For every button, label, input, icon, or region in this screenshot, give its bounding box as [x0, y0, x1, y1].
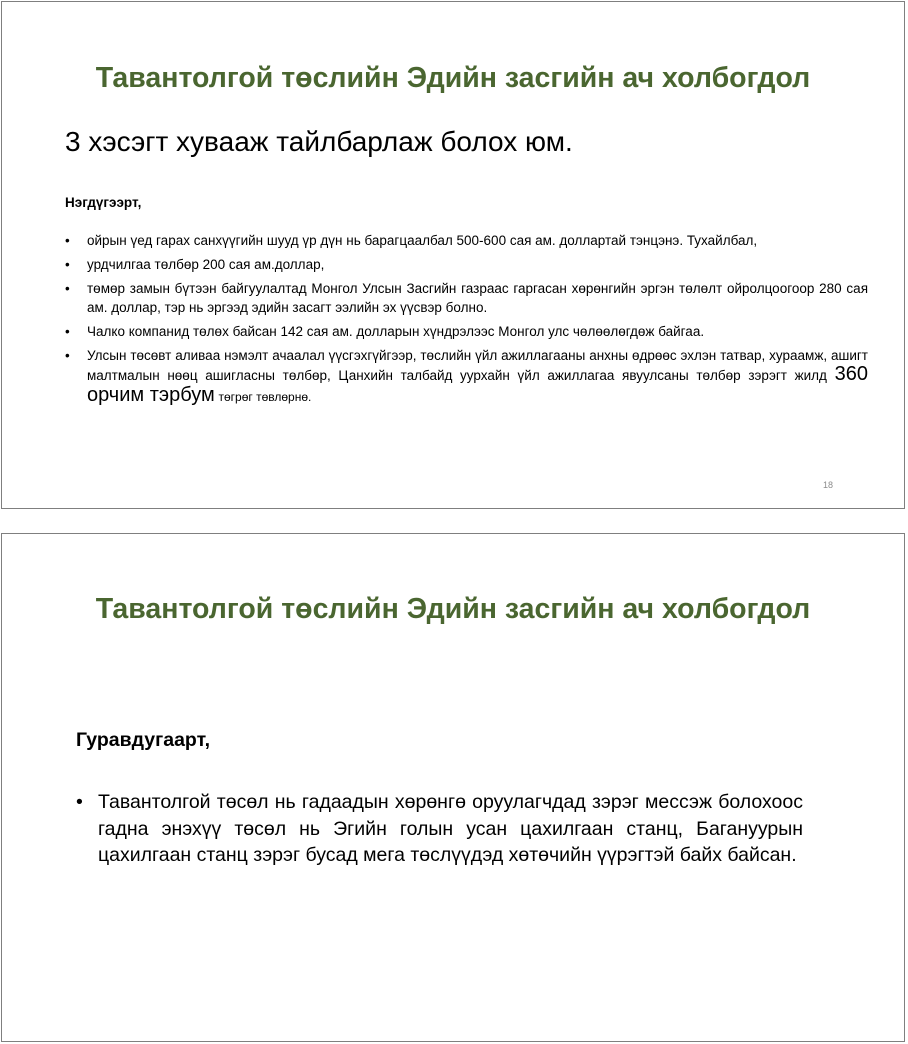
list-item: [65, 347, 868, 407]
bullet-text: урдчилгаа төлбөр 200 сая ам.доллар,: [87, 257, 325, 272]
section-heading: Гуравдугаарт,: [76, 729, 211, 751]
slide-18: [1, 1, 905, 509]
highlight-amount: 360 орчим тэрбум: [87, 363, 868, 406]
list-item: [76, 789, 803, 869]
list-item: [65, 280, 868, 317]
list-item: [65, 232, 868, 251]
bullet-text: Тавантолгой төсөл нь гадаадын хөрөнгө оруулагчдад зэрэг мессэж болохоос гадна энэхүү төсөл нь Эгийн голын усан цахилгаан станц, Багануурын цахилгаан станц зэрэг бусад мега төслүүдэд хөтөчийн үүрэгтэй байх байсан.: [98, 791, 803, 866]
bullet-icon: •: [65, 233, 70, 248]
list-item: [65, 256, 868, 275]
slide-title: Тавантолгой төслийн Эдийн засгийн ач холбогдол: [95, 593, 811, 625]
bullet-icon: •: [65, 281, 70, 296]
slide-subtitle: 3 хэсэгт хувааж тайлбарлаж болох юм.: [65, 126, 573, 157]
list-item: [65, 323, 868, 342]
bullet-icon: •: [76, 791, 83, 813]
bullet-icon: •: [65, 323, 70, 339]
slide-19: [1, 533, 905, 1042]
bullet-text: ойрын үед гарах санхүүгийн шууд үр дүн нь барагцаалбал 500-600 сая ам. доллартай тэнцэнэ. Тухайлбал,: [87, 233, 758, 248]
bullet-list: [65, 232, 868, 412]
page-number: 18: [822, 480, 833, 490]
bullet-text: Чалко компанид төлөх байсан 142 сая ам. долларын хүндрэлээс Монгол улс чөлөөлөгдөж байгаа.: [87, 323, 705, 339]
bullet-list: [76, 789, 803, 869]
bullet-text: Улсын төсөвт аливаа нэмэлт ачаалал үүсгэхгүйгээр, төслийн үйл ажиллагааны анхны өдрөөс эхлэн татвар, хураамж, ашигт малтмалын нөөц ашигласны төлбөр, Цанхийн талбайд уурхайн үйл ажиллагаа явуулсаны төлбөр зэрэгт жилд: [87, 347, 868, 383]
section-heading: Нэгдүгээрт,: [65, 195, 142, 210]
bullet-text: төмөр замын бүтээн байгуулалтад Монгол Улсын Засгийн газраас гаргасан хөрөнгийн эргэн төлөлт ойролцоогоор 280 сая ам. доллар, тэр нь эргээд эдийн засагт ээлийн эх үүсвэр болно.: [87, 281, 868, 315]
slide-title: Тавантолгой төслийн Эдийн засгийн ач холбогдол: [95, 62, 811, 94]
bullet-tail: төгрөг төвлөрнө.: [218, 389, 312, 404]
bullet-icon: •: [65, 257, 70, 272]
bullet-icon: •: [65, 347, 70, 363]
